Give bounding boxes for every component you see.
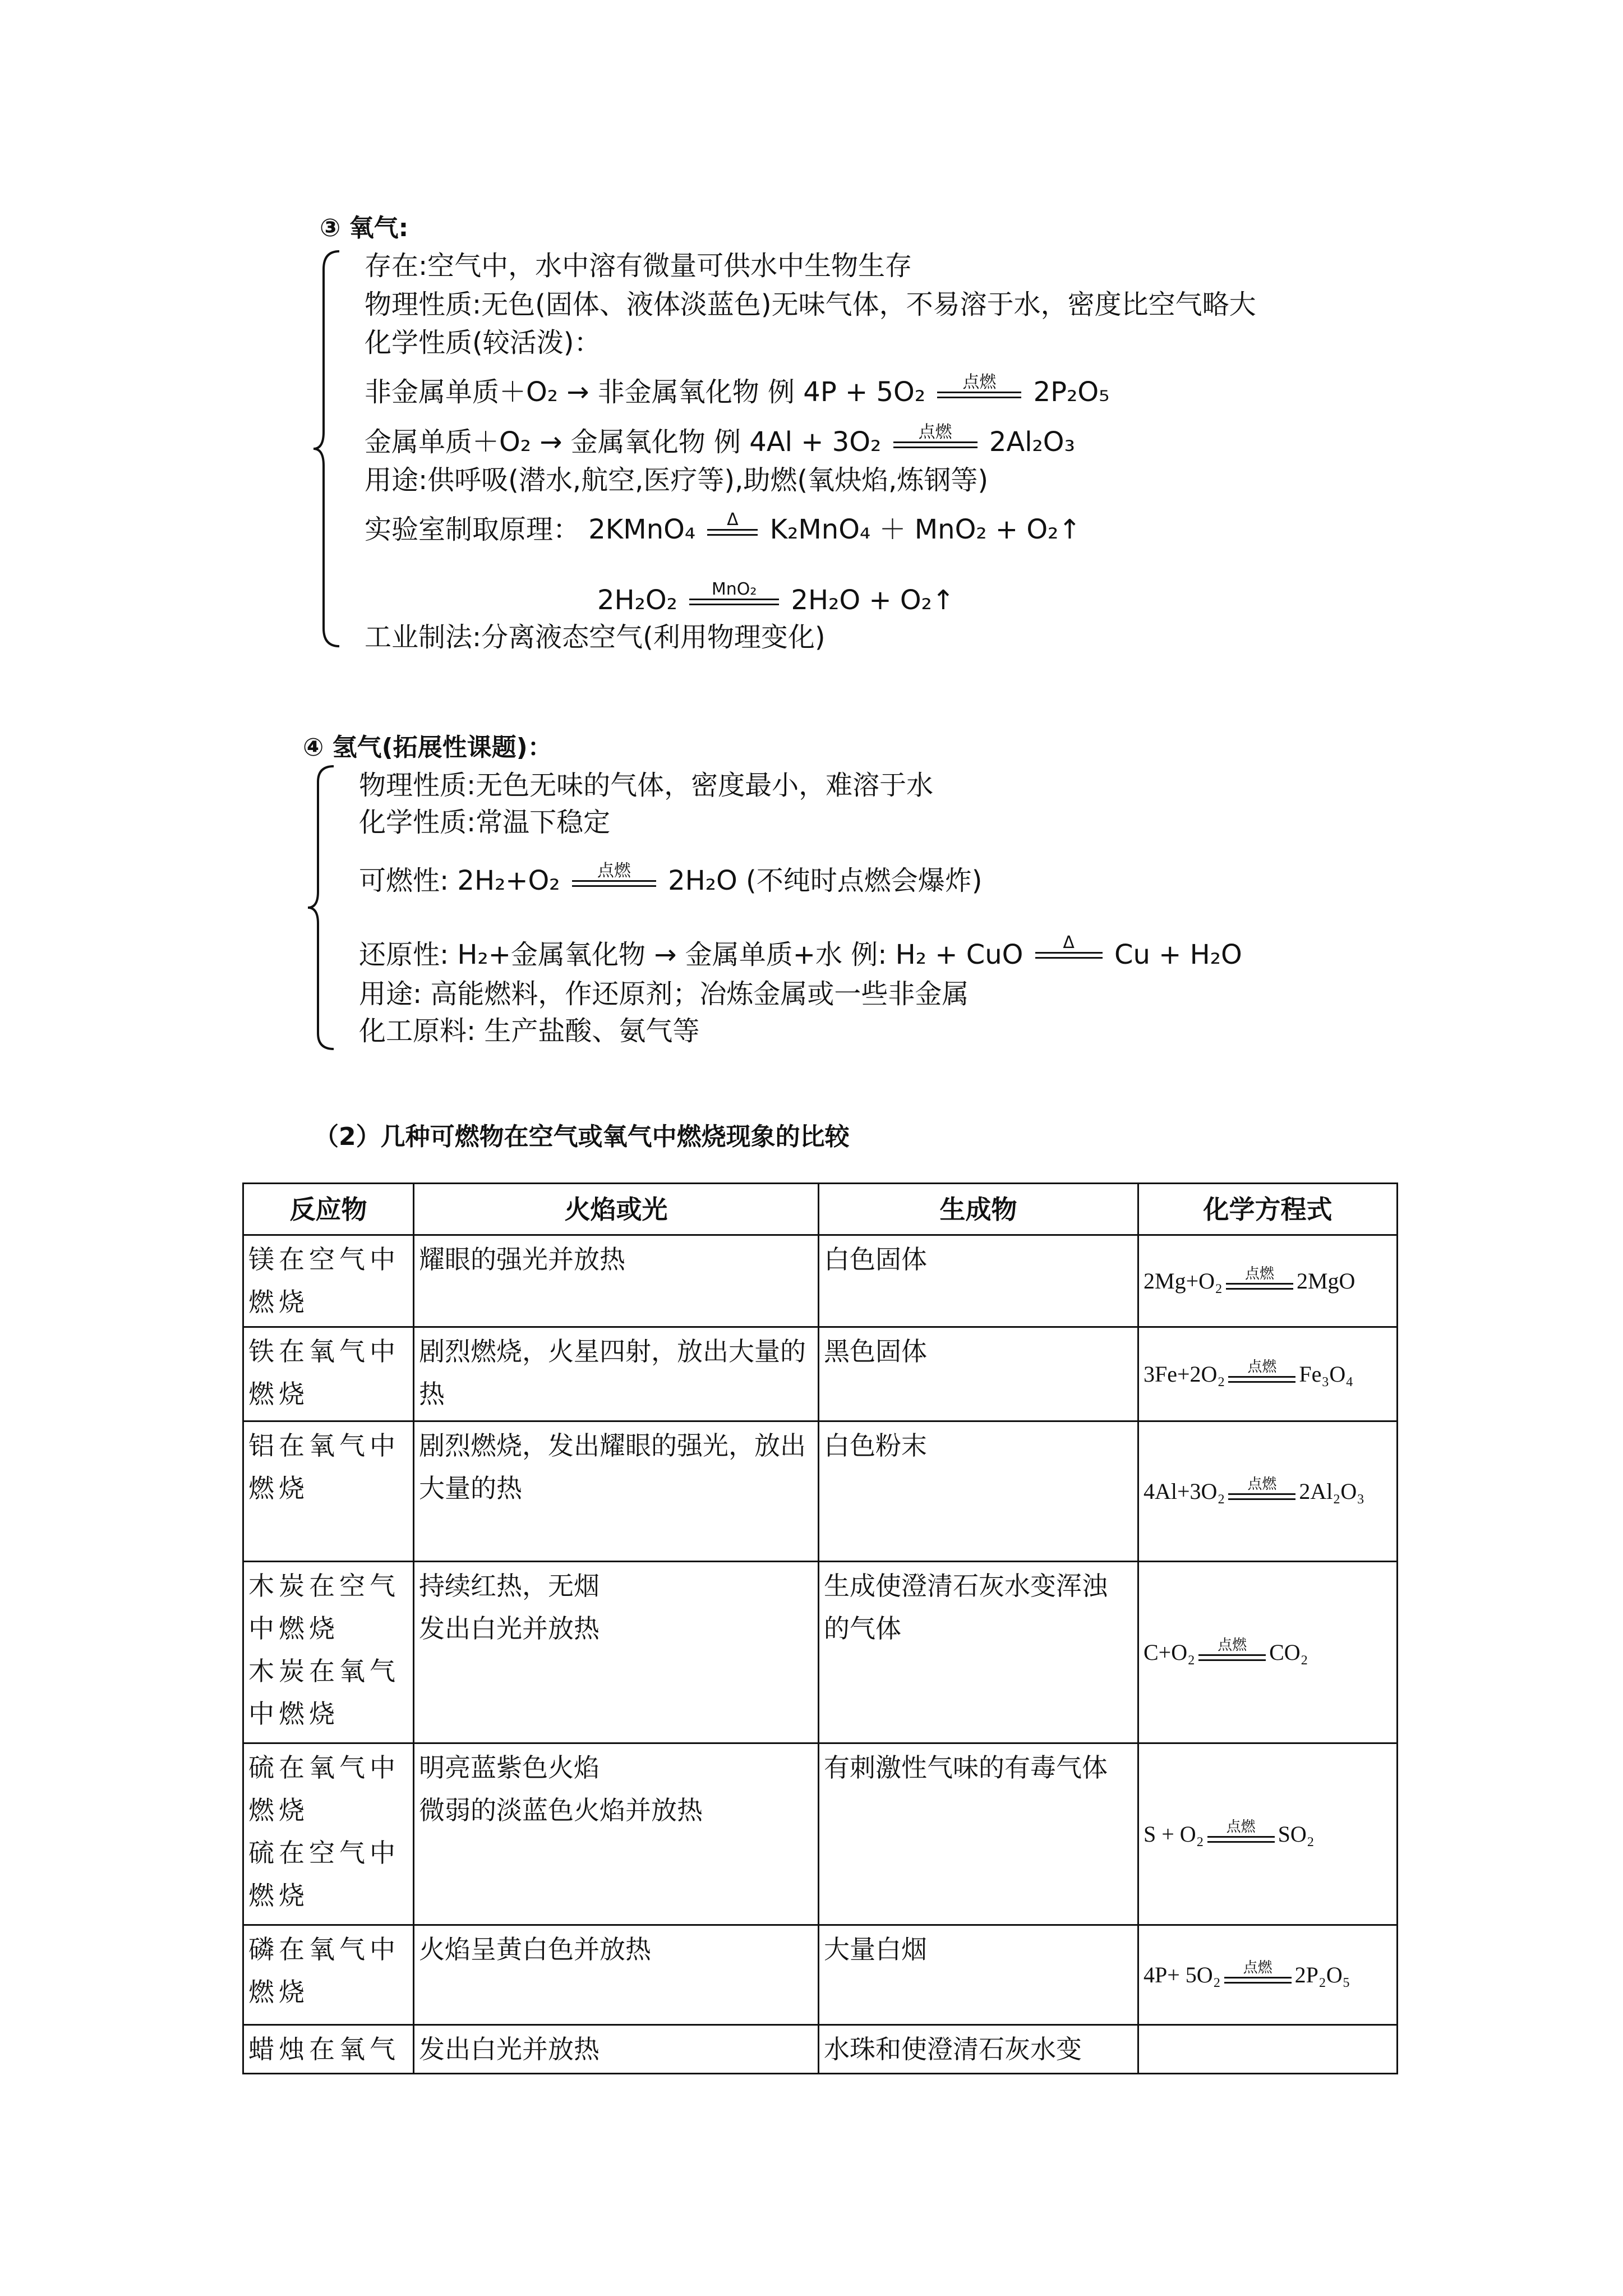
catalyst-label: MnO₂ [711, 579, 757, 599]
table-row [243, 1743, 1398, 1925]
cell-reactant: 铝在氧气中燃烧 [243, 1421, 414, 1562]
hydrogen-brace [306, 762, 339, 1053]
ignite-label: 点燃 [1243, 1959, 1272, 1977]
nonmetal-eq-left: 非金属单质＋O₂ → 非金属氧化物 例 4P + 5O₂ [365, 376, 926, 408]
equation-right: SO₂ [1278, 1821, 1315, 1847]
catalyst-condition [689, 581, 779, 605]
comparison-title: （2）几种可燃物在空气或氧气中燃烧现象的比较 [314, 1122, 850, 1151]
oxygen-h2o2-line [597, 579, 955, 617]
ignite-label: 点燃 [1247, 1359, 1277, 1376]
equation-right: 2P₂O₅ [1294, 1962, 1350, 1987]
equation-left: 2Mg+O₂ [1144, 1268, 1223, 1294]
oxygen-lab-line [365, 510, 1081, 546]
ignite-condition [1228, 1358, 1295, 1383]
cell-product: 生成使澄清石灰水变浑浊的气体 [819, 1562, 1138, 1743]
nonmetal-eq-right: 2P₂O₅ [1033, 376, 1110, 408]
ignite-condition [1224, 1959, 1292, 1984]
metal-eq-right: 2Al₂O₃ [989, 426, 1075, 458]
ignite-condition [1207, 1818, 1275, 1843]
cell-product: 水珠和使澄清石灰水变 [819, 2025, 1138, 2074]
cell-product: 白色固体 [819, 1235, 1138, 1327]
table-row [243, 1925, 1398, 2025]
h2o2-eq-left: 2H₂O₂ [597, 585, 677, 616]
cell-equation [1138, 1235, 1398, 1327]
reduce-eq-left: 还原性: H₂+金属氧化物 → 金属单质+水 例: H₂ + CuO [359, 939, 1023, 970]
cell-product: 大量白烟 [819, 1925, 1138, 2025]
oxygen-brace [311, 247, 345, 651]
heat-label: Δ [1063, 933, 1075, 953]
cell-flame: 明亮蓝紫色火焰 微弱的淡蓝色火焰并放热 [414, 1743, 819, 1925]
oxygen-nonmetal-line [365, 372, 1110, 409]
oxygen-title: ③ 氧气: [320, 214, 409, 242]
table-row [243, 1235, 1398, 1327]
ignite-label: 点燃 [1226, 1819, 1256, 1836]
equation-left: 3Fe+2O₂ [1144, 1361, 1225, 1387]
cell-equation [1138, 1421, 1398, 1562]
equation-right: 2Al₂O₃ [1299, 1478, 1365, 1504]
oxygen-physical: 物理性质:无色(固体、液体淡蓝色)无味气体，不易溶于水，密度比空气略大 [365, 289, 1256, 320]
heat-condition [707, 511, 758, 536]
hydrogen-title: ④ 氢气(拓展性课题)： [303, 733, 552, 762]
header-reactant: 反应物 [243, 1184, 414, 1235]
cell-reactant: 镁在空气中燃烧 [243, 1235, 414, 1327]
ignite-condition [1198, 1636, 1266, 1661]
ignite-label: 点燃 [918, 422, 952, 442]
ignite-condition [1226, 1265, 1293, 1290]
ignite-label: 点燃 [597, 861, 631, 881]
cell-flame: 发出白光并放热 [414, 2025, 819, 2074]
hydrogen-chemical: 化学性质:常温下稳定 [359, 807, 611, 838]
cell-equation [1138, 1925, 1398, 2025]
hydrogen-reduce-line [359, 933, 1242, 972]
cell-equation [1138, 1743, 1398, 1925]
metal-eq-left: 金属单质＋O₂ → 金属氧化物 例 4Al + 3O₂ [365, 426, 882, 458]
equation-right: 2MgO [1296, 1268, 1355, 1294]
comparison-table [242, 1182, 1398, 2074]
cell-equation [1138, 1562, 1398, 1743]
combust-eq-right: 2H₂O (不纯时点燃会爆炸) [668, 865, 983, 896]
header-equation: 化学方程式 [1138, 1184, 1398, 1235]
table-row [243, 1562, 1398, 1743]
ignite-label: 点燃 [1244, 1266, 1274, 1283]
cell-reactant: 铁在氧气中燃烧 [243, 1327, 414, 1421]
ignite-label: 点燃 [962, 372, 997, 392]
cell-flame: 火焰呈黄白色并放热 [414, 1925, 819, 2025]
lab-eq-left: 实验室制取原理： 2KMnO₄ [365, 514, 696, 545]
oxygen-use: 用途:供呼吸(潜水,航空,医疗等),助燃(氧炔焰,炼钢等) [365, 464, 989, 496]
cell-flame: 持续红热，无烟 发出白光并放热 [414, 1562, 819, 1743]
ignite-label: 点燃 [1218, 1637, 1247, 1654]
equation-left: 4P+ 5O₂ [1144, 1962, 1221, 1987]
cell-reactant: 磷在氧气中燃烧 [243, 1925, 414, 2025]
ignite-label: 点燃 [1247, 1476, 1277, 1493]
oxygen-industry: 工业制法:分离液态空气(利用物理变化) [365, 622, 826, 653]
h2o2-eq-right: 2H₂O + O₂↑ [791, 585, 955, 616]
cell-flame: 剧烈燃烧，发出耀眼的强光，放出大量的热 [414, 1421, 819, 1562]
ignite-condition [1228, 1475, 1295, 1500]
equation-left: S + O₂ [1144, 1821, 1204, 1847]
equation-right: Fe₃O₄ [1299, 1361, 1354, 1387]
table-row [243, 1327, 1398, 1421]
oxygen-exist: 存在:空气中，水中溶有微量可供水中生物生存 [365, 250, 912, 282]
ignite-condition [937, 374, 1021, 398]
equation-right: CO₂ [1269, 1639, 1308, 1665]
ignite-condition [893, 424, 978, 448]
hydrogen-use: 用途: 高能燃料，作还原剂；冶炼金属或一些非金属 [359, 978, 969, 1010]
cell-flame: 剧烈燃烧，火星四射，放出大量的热 [414, 1327, 819, 1421]
oxygen-chemical: 化学性质(较活泼)： [365, 327, 601, 358]
cell-product: 有刺激性气味的有毒气体 [819, 1743, 1138, 1925]
equation-left: 4Al+3O₂ [1144, 1478, 1225, 1504]
heat-label: Δ [727, 510, 739, 530]
reduce-eq-right: Cu + H₂O [1114, 939, 1242, 970]
equation-left: C+O₂ [1144, 1639, 1196, 1665]
hydrogen-raw: 化工原料: 生产盐酸、氨气等 [359, 1015, 700, 1047]
header-product: 生成物 [819, 1184, 1138, 1235]
hydrogen-physical: 物理性质:无色无味的气体，密度最小，难溶于水 [359, 770, 934, 801]
oxygen-metal-line [365, 422, 1075, 459]
combust-eq-left: 可燃性: 2H₂+O₂ [359, 865, 560, 896]
cell-reactant: 木炭在空气中燃烧 木炭在氧气中燃烧 [243, 1562, 414, 1743]
cell-equation [1138, 2025, 1398, 2074]
cell-product: 白色粉末 [819, 1421, 1138, 1562]
hydrogen-combust-line [359, 861, 983, 898]
header-flame: 火焰或光 [414, 1184, 819, 1235]
cell-equation [1138, 1327, 1398, 1421]
ignite-condition [572, 862, 656, 887]
cell-product: 黑色固体 [819, 1327, 1138, 1421]
cell-flame: 耀眼的强光并放热 [414, 1235, 819, 1327]
heat-condition [1035, 934, 1103, 959]
lab-eq-right: K₂MnO₄ ＋ MnO₂ + O₂↑ [769, 514, 1081, 545]
cell-reactant: 硫在氧气中燃烧 硫在空气中燃烧 [243, 1743, 414, 1925]
cell-reactant: 蜡烛在氧气 [243, 2025, 414, 2074]
table-row [243, 2025, 1398, 2074]
table-row [243, 1421, 1398, 1562]
